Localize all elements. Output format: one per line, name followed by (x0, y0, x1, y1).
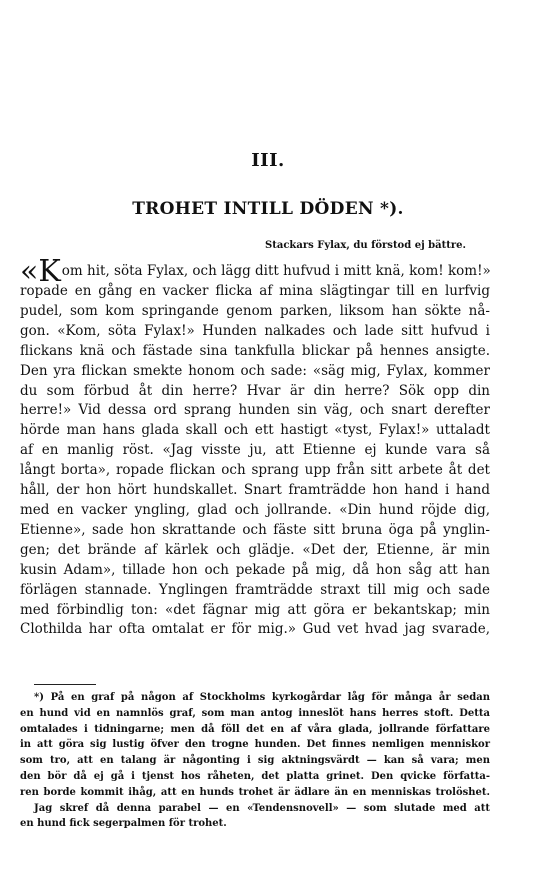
body-line: med förbindlig ton: «det fägnar mig att göra er bekantskap; min (20, 601, 490, 618)
body-line: håll, der hon hört hundskallet. Snart framträdde hon hand i hand (20, 482, 490, 499)
footnote-line: en hund vid en namnlös graf, som man antog inneslöt hans herres stoft. Detta (20, 707, 490, 719)
body-line: Etienne», sade hon skrattande och fäste sitt bruna öga på ynglin- (20, 521, 490, 538)
body-line: med en vacker yngling, glad och jollrande. «Din hund röjde dig, (20, 501, 490, 518)
body-line: förlägen stannade. Ynglingen framträdde straxt till mig och sade (20, 581, 490, 598)
footnote-line: som tro, att en talang är någonting i sig aktningsvärdt — kan så vara; men (20, 755, 490, 767)
body-line: långt borta», ropade flickan och sprang upp från sitt arbete åt det (20, 462, 490, 479)
body-line: pudel, som kom springande genom parken, liksom han sökte nå- (20, 302, 490, 319)
body-line: herre!» Vid dessa ord sprang hunden sin väg, och snart derefter (20, 402, 490, 419)
body-line: flickans knä och fästade sina tankfulla blickar på hennes ansigte. (20, 342, 490, 359)
body-line: af en manlig röst. «Jag visste ju, att Etienne ej kunde vara så (20, 442, 490, 459)
footnote-line: in att göra sig lustig öfver den trogne hunden. Det finnes nemligen menniskor (20, 739, 490, 751)
footnote-line: Jag skref då denna parabel — en «Tendensnovell» — som slutade med att (34, 802, 490, 814)
chapter-number: III. (251, 150, 285, 171)
body-line: ropade en gång en vacker flicka af mina slägtingar till en lurfvig (20, 283, 490, 299)
footnote-line: ren borde kommit ihåg, att en hunds trohet är ädlare än en menniskas trolöshet. (20, 786, 490, 798)
epigraph: Stackars Fylax, du förstod ej bättre. (265, 240, 466, 251)
body-line-first (20, 254, 491, 289)
body-line: gon. «Kom, söta Fylax!» Hunden nalkades och lade sitt hufvud i (20, 322, 490, 339)
body-line: kusin Adam», tillade hon och pekade på mig, då hon såg att han (20, 561, 490, 578)
body-line: Clothilda har ofta omtalat er för mig.» Gud vet hvad jag svarade, (20, 621, 490, 638)
footnote-line: *) På en graf på någon af Stockholms kyrkogårdar låg för många år sedan (34, 692, 490, 703)
footnote-line: omtalades i tidningarne; men då föll det en af våra glada, jollrande författare (20, 723, 490, 735)
chapter-title: TROHET INTILL DÖDEN *). (132, 199, 404, 219)
body-text (20, 254, 491, 640)
first-line-rest: om hit, söta Fylax, och lägg ditt hufvud i mitt knä, kom! kom!» (61, 263, 491, 279)
footnote (20, 690, 490, 832)
body-line: du som förbud åt din herre? Hvar är din herre? Sök opp din (20, 382, 490, 399)
body-line: Den yra flickan smekte honom och sade: «säg mig, Fylax, kommer (20, 362, 490, 379)
body-line: hörde man hans glada skall och ett hastigt «tyst, Fylax!» uttaladt (20, 422, 490, 439)
footnote-line: en hund fick segerpalmen för trohet. (20, 818, 227, 830)
footnote-line: den bör då ej gå i tjenst hos råheten, det platta grinet. Den qvicke författa- (20, 770, 490, 782)
body-line: gen; det brände af kärlek och glädje. «Det der, Etienne, är min (20, 541, 490, 558)
drop-cap: «K (20, 254, 61, 289)
footnote-rule (34, 684, 96, 685)
